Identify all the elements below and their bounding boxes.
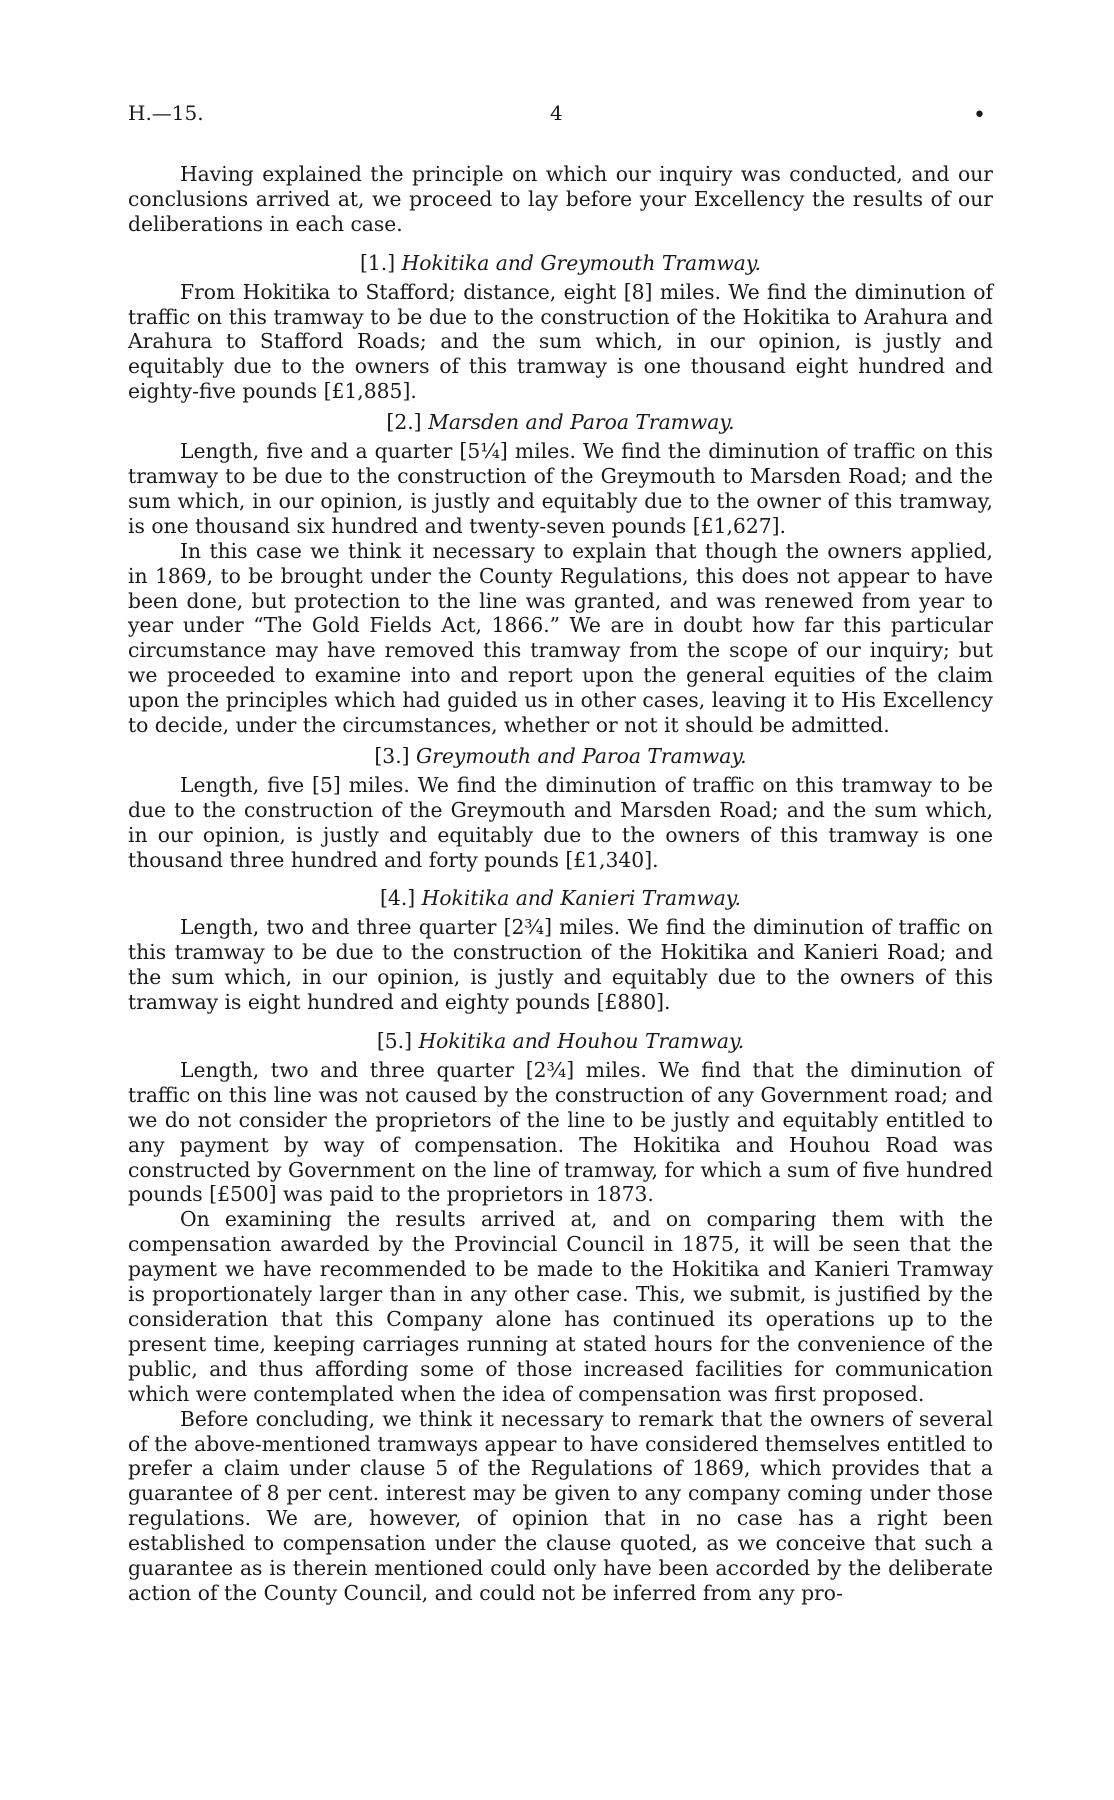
section-title: Marsden and Paroa Tramway. bbox=[428, 410, 735, 435]
section-number: [2.] bbox=[386, 410, 422, 435]
section-1-paragraph-1: From Hokitika to Stafford; distance, eight [8] miles. We find the diminution of traffic on this tramway to be due to the construction of the Hokitika to Arahura and Arahura to Stafford Roads; and the sum which, in our opinion, is justly and equitably due to the owners of this tramway is one thousand eight hundred and eighty-five pounds [£1,885]. bbox=[128, 279, 993, 404]
section-title: Hokitika and Greymouth Tramway. bbox=[401, 250, 762, 275]
section-5-paragraph-2: On examining the results arrived at, and on comparing them with the compensation awarded by the Provincial Council in 1875, it will be seen that the payment we have recommended to be made to the Hokitika and Kanieri Tramway is proportionately larger than in any other case. This, we submit, is justified by the consideration that this Company alone has continued its operations up to the present time, keeping carriages running at stated hours for the convenience of the public, and thus affording some of those increased facilities for communication which were contemplated when the idea of compensation was first proposed. bbox=[128, 1207, 993, 1406]
spacer bbox=[128, 872, 993, 880]
section-heading-4 bbox=[128, 886, 993, 911]
section-number: [3.] bbox=[374, 743, 410, 768]
section-heading-5 bbox=[128, 1029, 993, 1054]
section-3-paragraph-1: Length, five [5] miles. We find the diminution of traffic on this tramway to be due to the construction of the Greymouth and Marsden Road; and the sum which, in our opinion, is justly and equitably due to the owners of this tramway is one thousand three hundred and forty pounds [£1,340]. bbox=[128, 772, 993, 872]
section-heading-3 bbox=[128, 744, 993, 769]
section-5-paragraph-1: Length, two and three quarter [2¾] miles. We find that the diminution of traffic on this line was not caused by the construction of any Government road; and we do not consider the proprietors of the line to be justly and equitably entitled to any payment by way of compensation. The Hokitika and Houhou Road was constructed by Government on the line of tramway, for which a sum of five hundred pounds [£500] was paid to the proprietors in 1873. bbox=[128, 1057, 993, 1207]
spacer bbox=[128, 1015, 993, 1023]
section-heading-2 bbox=[128, 410, 993, 435]
spacer bbox=[128, 237, 993, 245]
section-2-paragraph-1: Length, five and a quarter [5¼] miles. We find the diminution of traffic on this tramway to be due to the construction of the Greymouth to Marsden Road; and the sum which, in our opinion, is justly and equitably due to the owner of this tramway, is one thousand six hundred and twenty-seven pounds [£1,627]. bbox=[128, 439, 993, 538]
header-dot: • bbox=[973, 103, 986, 128]
section-number: [5.] bbox=[376, 1029, 413, 1053]
page-number: 4 bbox=[550, 101, 563, 125]
section-heading-1 bbox=[128, 251, 993, 276]
intro-paragraph: Having explained the principle on which our inquiry was conducted, and our conclusions arrived at, we proceed to lay before your Excellency the results of our deliberations in each case. bbox=[128, 162, 993, 236]
section-title: Hokitika and Houhou Tramway. bbox=[418, 1029, 745, 1053]
page-header bbox=[128, 101, 986, 127]
document-reference: H.—15. bbox=[128, 101, 204, 125]
section-number: [4.] bbox=[380, 886, 416, 911]
section-2-paragraph-2: In this case we think it necessary to explain that though the owners applied, in 1869, to be brought under the County Regulations, this does not appear to have been done, but protection to the line was granted, and was renewed from year to year under “The Gold Fields Act, 1866.” We are in doubt how far this particular circumstance may have removed this tramway from the scope of our inquiry; but we proceeded to examine into and report upon the general equities of the claim upon the principles which had guided us in other cases, leaving it to His Excellency to decide, under the circumstances, whether or not it should be admitted. bbox=[128, 538, 993, 738]
section-title: Greymouth and Paroa Tramway. bbox=[416, 743, 747, 768]
section-4-paragraph-1: Length, two and three quarter [2¾] miles. We find the diminution of traffic on this tramway to be due to the construction of the Hokitika and Kanieri Road; and the sum which, in our opinion, is justly and equitably due to the owners of this tramway is eight hundred and eighty pounds [£880]. bbox=[128, 915, 993, 1015]
section-title: Hokitika and Kanieri Tramway. bbox=[421, 886, 741, 911]
section-5-paragraph-3: Before concluding, we think it necessary to remark that the owners of several of the above-mentioned tramways appear to have considered themselves entitled to prefer a claim under clause 5 of the Regulations of 1869, which provides that a guarantee of 8 per cent. interest may be given to any company coming under those regulations. We are, however, of opinion that in no case has a right been established to compensation under the clause quoted, as we conceive that such a guarantee as is therein mentioned could only have been accorded by the deliberate action of the County Council, and could not be inferred from any pro- bbox=[128, 1406, 993, 1605]
section-number: [1.] bbox=[359, 250, 396, 275]
document-body bbox=[128, 162, 993, 1606]
